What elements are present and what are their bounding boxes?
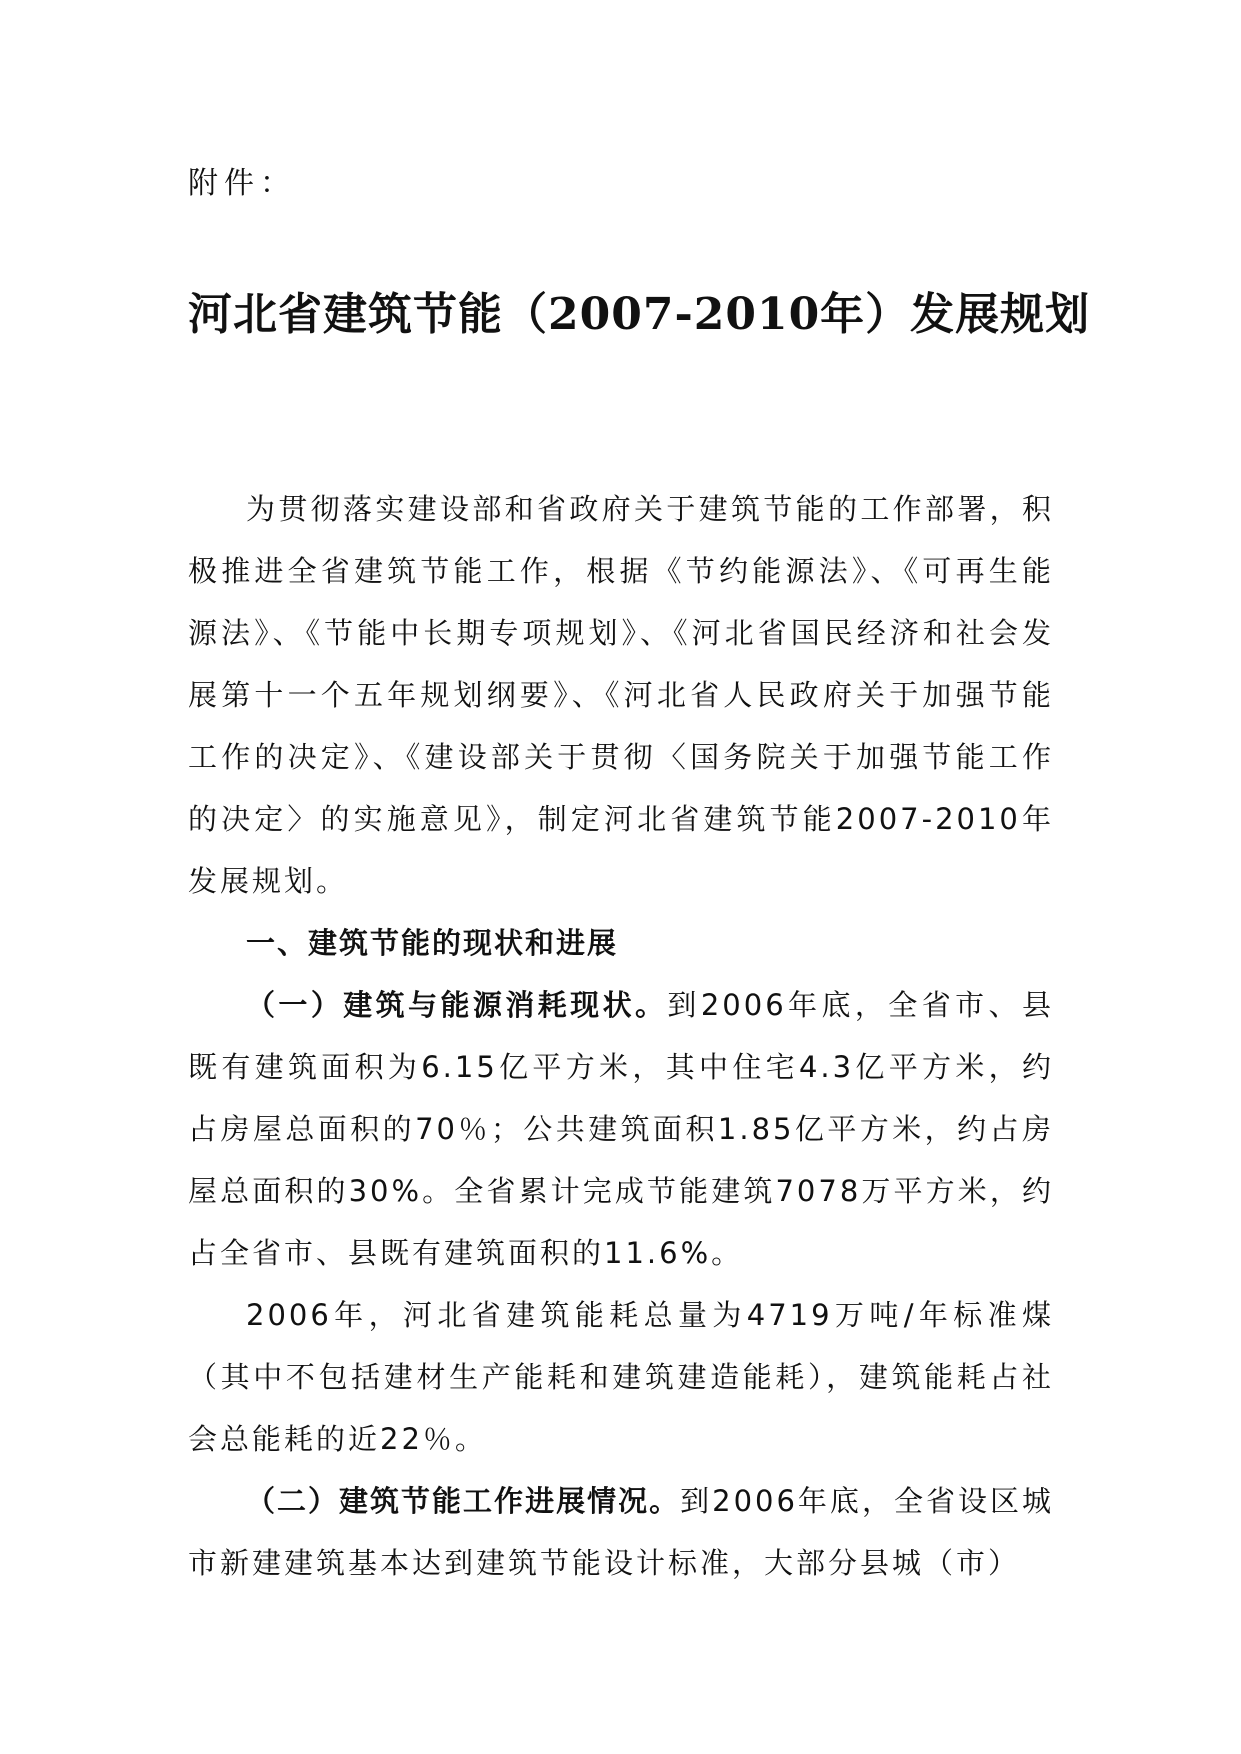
- subsection-1-heading: （一）建筑与能源消耗现状。: [246, 988, 668, 1022]
- section-heading-1: 一、建筑节能的现状和进展: [246, 926, 619, 960]
- document-title: 河北省建筑节能（2007-2010年）发展规划: [188, 289, 1091, 340]
- intro-paragraph: 为贯彻落实建设部和省政府关于建筑节能的工作部署，积极推进全省建筑节能工作，根据《节约能源法》、《可再生能源法》、《节能中长期专项规划》、《河北省国民经济和社会发展第十一个五年规划纲要》、《河北省人民政府关于加强节能工作的决定》、《建设部关于贯彻〈国务院关于加强节能工作的决定〉的实施意见》，制定河北省建筑节能2007-2010年发展规划。: [188, 492, 1054, 898]
- subsection-1-paragraph: [188, 974, 1054, 1284]
- subsection-2-paragraph: [188, 1470, 1054, 1594]
- subsection-2-heading: （二）建筑节能工作进展情况。: [246, 1484, 681, 1518]
- subsection-2-text: 到2006年底，全省设区城市新建建筑基本达到建筑节能设计标准，大部分县城（市）: [188, 1484, 1054, 1580]
- subsection-1-text: 到2006年底，全省市、县既有建筑面积为6.15亿平方米，其中住宅4.3亿平方米，约占房屋总面积的70％；公共建筑面积1.85亿平方米，约占房屋总面积的30%。全省累计完成节能建筑7078万平方米，约占全省市、县既有建筑面积的11.6%。: [188, 988, 1054, 1270]
- document-body: [188, 478, 1054, 1594]
- energy-consumption-paragraph: 2006年，河北省建筑能耗总量为4719万吨/年标准煤（其中不包括建材生产能耗和建筑建造能耗），建筑能耗占社会总能耗的近22％。: [188, 1298, 1054, 1456]
- attachment-label: 附件：: [188, 166, 296, 201]
